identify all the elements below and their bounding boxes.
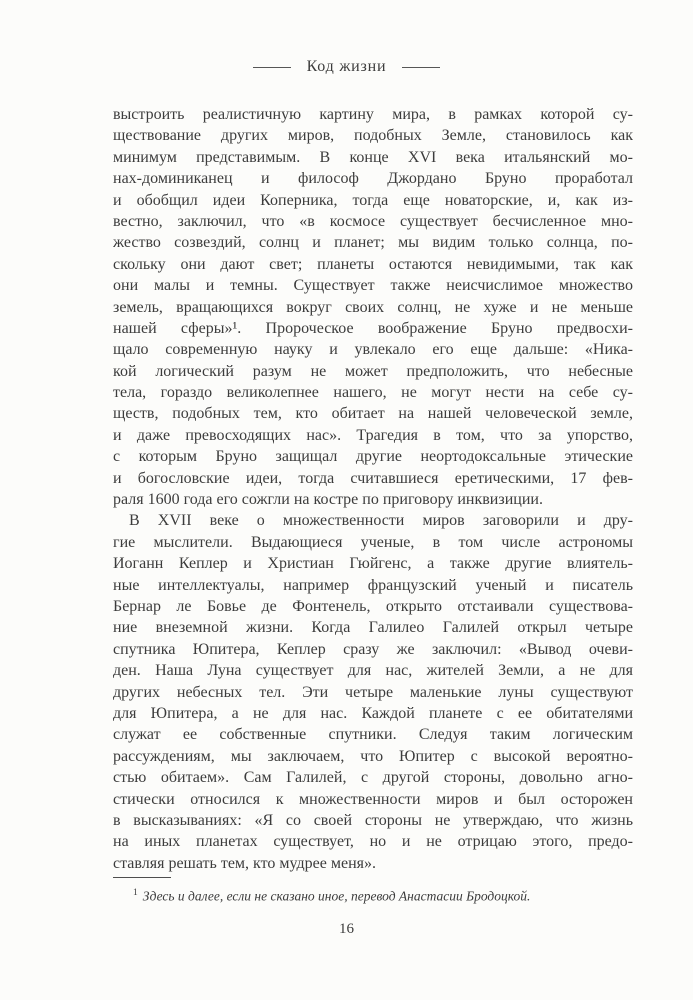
text-line: минимум представимым. В конце XVI века итальянский мо- bbox=[113, 148, 633, 166]
text-line: и обобщил идеи Коперника, тогда еще новаторские, и, как из- bbox=[113, 191, 633, 209]
footnote-marker: 1 bbox=[133, 888, 138, 898]
text-line: стически относился к множественности миров и был осторожен bbox=[113, 790, 633, 808]
running-title: Код жизни bbox=[306, 58, 387, 75]
text-line: гие мыслители. Выдающиеся ученые, в том числе астрономы bbox=[113, 533, 633, 551]
text-line: ден. Наша Луна существует для нас, жителей Земли, а не для bbox=[113, 662, 633, 680]
text-line: В XVII веке о множественности миров заговорили и дру- bbox=[129, 512, 633, 530]
text-line: жество созвездий, солнц и планет; мы видим только солнца, по- bbox=[113, 234, 633, 252]
text-line: щало современную науку и увлекало его еще дальше: «Ника- bbox=[113, 341, 633, 359]
text-line: ные интеллектуалы, например французский ученый и писатель bbox=[113, 576, 633, 594]
text-line: нах-доминиканец и философ Джордано Бруно проработал bbox=[113, 170, 633, 188]
text-line: ществ, подобных тем, кто обитает на нашей человеческой земле, bbox=[113, 405, 633, 423]
text-line: и богословские идеи, тогда считавшиеся еретическими, 17 фев- bbox=[113, 469, 633, 487]
footnote-text: Здесь и далее, если не сказано иное, перевод Анастасии Бродоцкой. bbox=[142, 888, 531, 904]
text-line: Бернар ле Бовье де Фонтенель, открыто отстаивали существова- bbox=[113, 597, 633, 615]
text-line: на иных планетах существует, но и не отрицаю этого, предо- bbox=[113, 833, 633, 851]
text-line: других небесных тел. Эти четыре маленькие луны существуют bbox=[113, 683, 633, 701]
text-line: рассуждениям, мы заключаем, что Юпитер с высокой вероятно- bbox=[113, 747, 633, 765]
body-text bbox=[113, 104, 633, 874]
text-line: нашей сферы»¹. Пророческое воображение Бруно предвосхи- bbox=[113, 319, 633, 337]
text-line: раля 1600 года его сожгли на костре по приговору инквизиции. bbox=[113, 491, 543, 509]
text-line: они малы и темны. Существует также неисчислимое множество bbox=[113, 277, 633, 295]
text-line: скольку они дают свет; планеты остаются невидимыми, так как bbox=[113, 255, 633, 273]
footnote bbox=[113, 884, 633, 906]
text-line: тела, гораздо великолепнее нашего, не могут нести на себе су- bbox=[113, 384, 633, 402]
header-right-rule bbox=[402, 67, 440, 68]
text-line: ставляя решать тем, кто мудрее меня». bbox=[113, 854, 377, 872]
text-line: кой логический разум не может предположить, что небесные bbox=[113, 362, 633, 380]
text-line: вестно, заключил, что «в космосе существует бесчисленное мно- bbox=[113, 212, 633, 230]
text-line: земель, вращающихся вокруг своих солнц, не хуже и не меньше bbox=[113, 298, 633, 316]
text-line: и даже превосходящих нас». Трагедия в том, что за упорство, bbox=[113, 426, 633, 444]
text-line: ние внеземной жизни. Когда Галилео Галилей открыл четыре bbox=[113, 619, 633, 637]
text-line: ществование других миров, подобных Земле, становилось как bbox=[113, 127, 633, 145]
text-line: для Юпитера, а не для нас. Каждой планете с ее обитателями bbox=[113, 704, 633, 722]
running-header bbox=[0, 58, 693, 76]
text-line: спутника Юпитера, Кеплер сразу же заключил: «Вывод очеви- bbox=[113, 640, 633, 658]
text-line: с которым Бруно защищал другие неортодоксальные этические bbox=[113, 448, 633, 466]
footnote-separator-rule bbox=[113, 877, 171, 878]
text-line: служат ее собственные спутники. Следуя таким логическим bbox=[113, 726, 633, 744]
text-line: стью обитаем». Сам Галилей, с другой стороны, довольно агно- bbox=[113, 769, 633, 787]
page-number: 16 bbox=[339, 921, 354, 937]
text-line: в высказываниях: «Я со своей стороны не утверждаю, что жизнь bbox=[113, 811, 633, 829]
header-left-rule bbox=[253, 67, 291, 68]
text-line: Иоганн Кеплер и Христиан Гюйгенс, а также другие влиятель- bbox=[113, 555, 633, 573]
text-line: выстроить реалистичную картину мира, в рамках которой су- bbox=[113, 106, 633, 123]
